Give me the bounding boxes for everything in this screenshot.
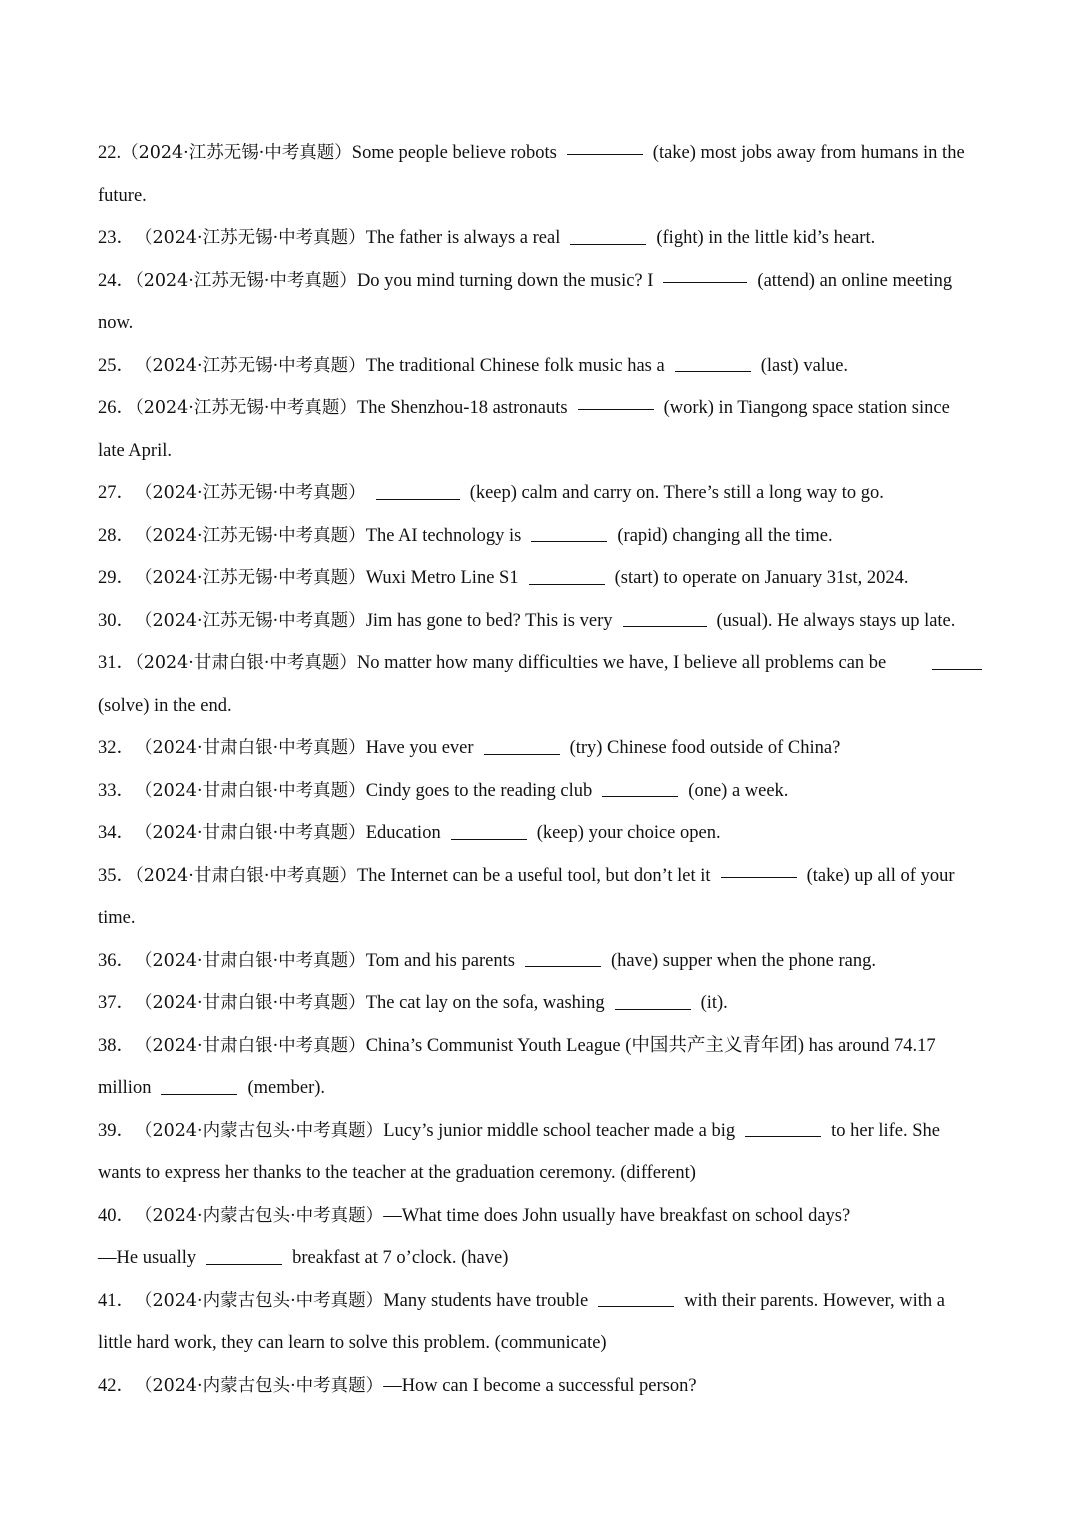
question-23 — [98, 217, 982, 260]
question-source: （2024·内蒙古包头·中考真题） — [135, 1205, 384, 1226]
answer-blank[interactable] — [721, 859, 797, 878]
question-text-before: The AI technology is — [365, 525, 522, 546]
answer-blank[interactable] — [531, 523, 607, 542]
question-39-continuation — [98, 1152, 982, 1195]
question-source: （2024·甘肃白银·中考真题） — [135, 653, 357, 673]
question-41 — [98, 1280, 982, 1323]
question-42 — [98, 1365, 982, 1408]
answer-blank[interactable] — [206, 1246, 282, 1265]
answer-blank[interactable] — [578, 391, 654, 410]
question-source: （2024·江苏无锡·中考真题） — [135, 568, 366, 588]
question-source: （2024·内蒙古包头·中考真题） — [135, 1290, 384, 1311]
question-text-before: The cat lay on the sofa, washing — [365, 993, 605, 1013]
question-25 — [98, 345, 982, 388]
question-text-before: million — [98, 1078, 152, 1098]
question-24 — [98, 260, 982, 303]
question-number: 30． — [98, 610, 136, 631]
question-number: 38． — [98, 1035, 136, 1056]
question-source: （2024·江苏无锡·中考真题） — [135, 355, 366, 376]
question-text-before: The Shenzhou-18 astronauts — [356, 398, 568, 418]
question-28 — [98, 515, 982, 558]
question-text-before: Cindy goes to the reading club — [365, 780, 593, 801]
question-text-before: Jim has gone to bed? This is very — [365, 610, 613, 631]
question-text-after: (last) value. — [760, 355, 849, 376]
question-source: （2024·江苏无锡·中考真题） — [135, 483, 366, 503]
answer-blank[interactable] — [161, 1076, 237, 1095]
question-text-before: The traditional Chinese folk music has a — [365, 355, 665, 376]
question-text-after: (attend) an online meeting — [757, 270, 953, 291]
question-number: 34． — [98, 823, 136, 843]
answer-blank[interactable] — [745, 1118, 821, 1137]
question-number: 25． — [98, 355, 136, 376]
question-text-continuation: time. — [98, 908, 136, 928]
question-31 — [98, 642, 982, 685]
question-text-continuation: wants to express her thanks to the teacher at the graduation ceremony. (different) — [98, 1163, 696, 1183]
question-31-continuation — [98, 685, 982, 728]
answer-blank[interactable] — [376, 481, 460, 500]
question-text-line1: China’s Communist Youth League (中国共产主义青年团) has around 74.17 — [365, 1035, 936, 1056]
question-number: 28． — [98, 525, 136, 546]
answer-blank[interactable] — [602, 778, 678, 797]
question-text-after: (take) most jobs away from humans in the — [652, 143, 965, 163]
question-text-continuation: late April. — [98, 440, 172, 461]
question-text-before: Education — [365, 823, 441, 843]
answer-blank[interactable] — [932, 651, 982, 670]
question-36 — [98, 940, 982, 983]
question-text-continuation: little hard work, they can learn to solve this problem. (communicate) — [98, 1333, 607, 1353]
question-number: 35． — [98, 865, 136, 886]
answer-blank[interactable] — [529, 566, 605, 585]
question-34 — [98, 812, 982, 855]
question-number: 27． — [98, 483, 136, 503]
answer-blank[interactable] — [570, 226, 646, 245]
question-text-before: No matter how many difficulties we have, I believe all problems can be — [356, 653, 887, 673]
question-source: （2024·甘肃白银·中考真题） — [135, 950, 366, 971]
question-number: 40． — [98, 1205, 136, 1226]
question-number: 23． — [98, 228, 136, 248]
question-list — [98, 132, 982, 1407]
question-text-before: Tom and his parents — [365, 950, 515, 971]
question-number: 41． — [98, 1290, 136, 1311]
question-22 — [98, 132, 982, 175]
question-text-after: (member). — [247, 1078, 326, 1098]
question-text-after: (have) supper when the phone rang. — [610, 950, 877, 971]
question-text-continuation: future. — [98, 185, 147, 206]
question-text-before: —How can I become a successful person? — [383, 1375, 697, 1396]
question-text-after: (try) Chinese food outside of China? — [569, 738, 841, 758]
question-text-continuation: (solve) in the end. — [98, 695, 232, 716]
question-text-after: to her life. She — [831, 1120, 941, 1141]
question-text-before: Wuxi Metro Line S1 — [365, 568, 519, 588]
question-source: （2024·甘肃白银·中考真题） — [135, 1035, 366, 1056]
question-source: （2024·甘肃白银·中考真题） — [135, 865, 357, 886]
question-30 — [98, 600, 982, 643]
question-source: （2024·江苏无锡·中考真题） — [135, 270, 357, 291]
question-number: 32． — [98, 738, 136, 758]
question-38-continuation — [98, 1067, 982, 1110]
question-40-continuation — [98, 1237, 982, 1280]
answer-blank[interactable] — [615, 991, 691, 1010]
question-number: 42． — [98, 1375, 136, 1396]
answer-blank[interactable] — [623, 608, 707, 627]
question-text-after: (fight) in the little kid’s heart. — [656, 228, 876, 248]
question-number: 37． — [98, 993, 136, 1013]
question-22-continuation — [98, 175, 982, 218]
question-source: （2024·江苏无锡·中考真题） — [135, 610, 366, 631]
question-26 — [98, 387, 982, 430]
question-number: 26． — [98, 398, 136, 418]
question-text-after: (keep) your choice open. — [536, 823, 721, 843]
question-text-before: Some people believe robots — [351, 143, 557, 163]
answer-blank[interactable] — [484, 736, 560, 755]
question-text-continuation: now. — [98, 313, 134, 333]
question-38 — [98, 1025, 982, 1068]
question-text-after: (take) up all of your — [806, 865, 955, 886]
question-number: 24． — [98, 270, 136, 291]
question-text-after: (one) a week. — [688, 780, 789, 801]
question-source: （2024·甘肃白银·中考真题） — [135, 780, 366, 801]
question-text-line1: —What time does John usually have breakfast on school days? — [383, 1205, 851, 1226]
answer-blank[interactable] — [663, 264, 747, 283]
question-source: （2024·内蒙古包头·中考真题） — [135, 1120, 384, 1141]
question-33 — [98, 770, 982, 813]
question-text-after: with their parents. However, with a — [684, 1290, 945, 1311]
answer-blank[interactable] — [567, 136, 643, 155]
question-text-after: (keep) calm and carry on. There’s still a long way to go. — [469, 483, 884, 503]
question-source: （2024·江苏无锡·中考真题） — [135, 398, 357, 418]
answer-blank[interactable] — [598, 1288, 674, 1307]
question-text-before: —He usually — [98, 1248, 197, 1268]
question-26-continuation — [98, 430, 982, 473]
question-source: （2024·江苏无锡·中考真题） — [135, 525, 366, 546]
question-number: 39． — [98, 1120, 136, 1141]
answer-blank[interactable] — [451, 821, 527, 840]
question-32 — [98, 727, 982, 770]
question-text-before: Lucy’s junior middle school teacher made a big — [383, 1120, 736, 1141]
question-source: （2024·江苏无锡·中考真题） — [121, 143, 352, 163]
question-text-after: (work) in Tiangong space station since — [663, 398, 950, 418]
question-text-after: (rapid) changing all the time. — [617, 525, 833, 546]
question-text-after: (start) to operate on January 31st, 2024. — [614, 568, 909, 588]
question-source: （2024·江苏无锡·中考真题） — [135, 228, 366, 248]
question-number: 36． — [98, 950, 136, 971]
question-source: （2024·甘肃白银·中考真题） — [135, 993, 366, 1013]
answer-blank[interactable] — [525, 948, 601, 967]
question-41-continuation — [98, 1322, 982, 1365]
question-39 — [98, 1110, 982, 1153]
question-35 — [98, 855, 982, 898]
question-27 — [98, 472, 982, 515]
question-number: 33． — [98, 780, 136, 801]
question-35-continuation — [98, 897, 982, 940]
question-text-after: breakfast at 7 o’clock. (have) — [292, 1248, 509, 1268]
question-text-before: The father is always a real — [365, 228, 561, 248]
question-number: 22. — [98, 143, 122, 163]
question-text-after: (it). — [700, 993, 728, 1013]
question-text-before: Do you mind turning down the music? I — [356, 270, 654, 291]
question-24-continuation — [98, 302, 982, 345]
question-text-after: (usual). He always stays up late. — [716, 610, 956, 631]
question-37 — [98, 982, 982, 1025]
question-text-before: Many students have trouble — [383, 1290, 589, 1311]
question-source: （2024·甘肃白银·中考真题） — [135, 738, 366, 758]
question-29 — [98, 557, 982, 600]
answer-blank[interactable] — [675, 353, 751, 372]
question-number: 29． — [98, 568, 136, 588]
question-40 — [98, 1195, 982, 1238]
question-source: （2024·内蒙古包头·中考真题） — [135, 1375, 384, 1396]
question-text-before: The Internet can be a useful tool, but don’t let it — [356, 865, 711, 886]
question-text-before: Have you ever — [365, 738, 474, 758]
question-source: （2024·甘肃白银·中考真题） — [135, 823, 366, 843]
question-number: 31． — [98, 653, 136, 673]
